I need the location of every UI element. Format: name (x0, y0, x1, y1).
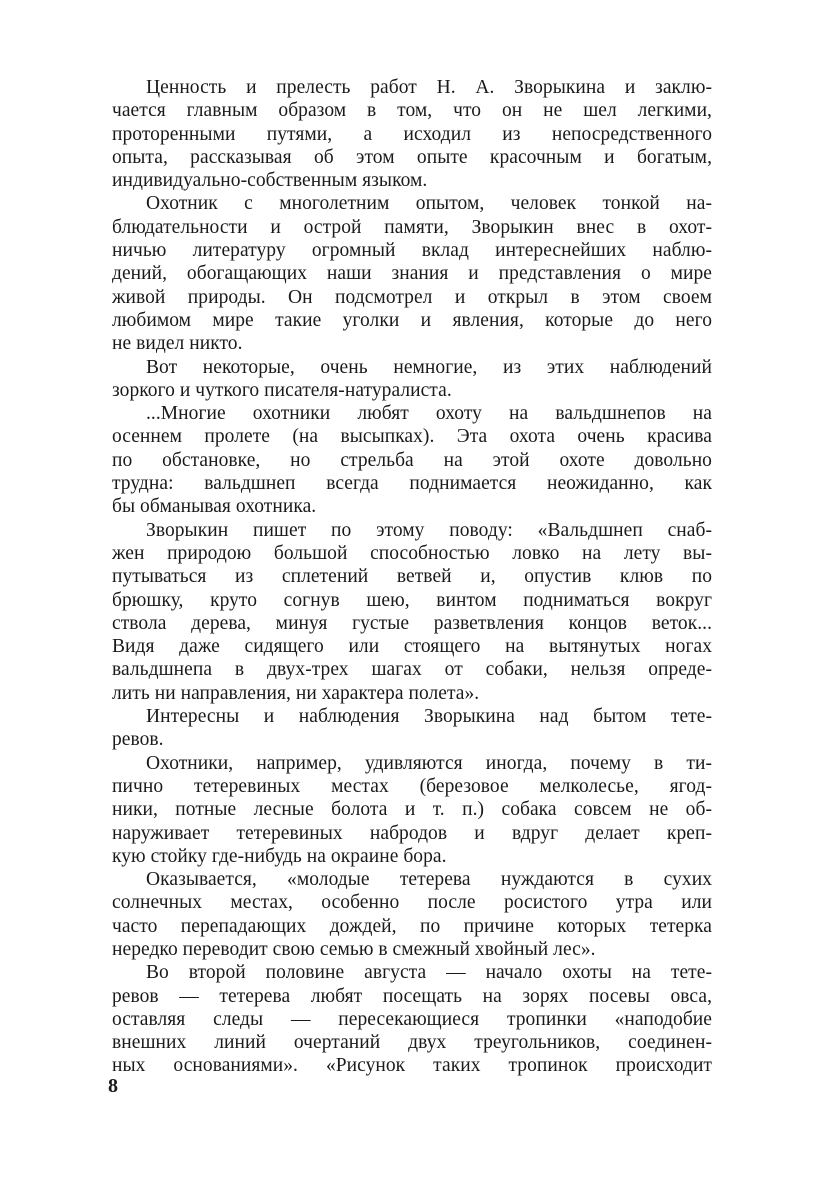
text-line: путываться из сплетений ветвей и, опустив клюв по (112, 566, 712, 588)
text-line: ревов — тетерева любят посещать на зорях посевы овса, (112, 985, 712, 1007)
text-line: индивидуально-собственным языком. (112, 170, 428, 192)
text-line: Вот некоторые, очень немногие, из этих наблюдений (146, 356, 712, 378)
text-line: нередко переводит свою семью в смежный хвойный лес». (112, 938, 596, 960)
text-line: Охотник с многолетним опытом, человек тонкой на- (146, 193, 712, 215)
text-line: Интересны и наблюдения Зворыкина над бытом тете- (146, 706, 712, 728)
text-line: проторенными путями, а исходил из непосредственного (112, 123, 712, 145)
text-line: по обстановке, но стрельба на этой охоте довольно (112, 449, 712, 471)
page-number: 8 (108, 1075, 118, 1097)
text-line: часто перепадающих дождей, по причине которых тетерка (112, 915, 712, 937)
text-line: наруживает тетеревиных набродов и вдруг делает креп- (112, 822, 712, 844)
text-line: ...Многие охотники любят охоту на вальдшнепов на (146, 403, 712, 425)
text-line: оставляя следы — пересекающиеся тропинки «наподобие (112, 1008, 712, 1030)
text-line: ревов. (112, 729, 164, 751)
text-line: живой природы. Он подсмотрел и открыл в этом своем (112, 286, 712, 308)
text-line: ники, потные лесные болота и т. п.) собака совсем не об- (112, 799, 712, 821)
text-line: вальдшнепа в двух-трех шагах от собаки, нельзя опреде- (112, 659, 712, 681)
text-line: ствола дерева, минуя густые разветвления концов веток... (112, 612, 712, 634)
text-line: любимом мире такие уголки и явления, которые до него (112, 309, 712, 331)
text-line: пично тетеревиных местах (березовое мелколесье, ягод- (112, 775, 712, 797)
body-text (112, 76, 712, 1078)
text-line: чается главным образом в том, что он не шел легкими, (112, 100, 712, 122)
text-line: Ценность и прелесть работ Н. А. Зворыкина и заклю- (146, 77, 712, 98)
text-line: Оказывается, «молодые тетерева нуждаются в сухих (146, 869, 712, 891)
text-line: бы обманывая охотника. (112, 496, 317, 518)
text-line: опыта, рассказывая об этом опыте красочным и богатым, (112, 146, 712, 168)
text-line: трудна: вальдшнеп всегда поднимается неожиданно, как (112, 473, 712, 495)
text-line: Во второй половине августа — начало охоты на тете- (146, 962, 712, 984)
text-line: не видел никто. (112, 333, 243, 355)
text-line: Видя даже сидящего или стоящего на вытянутых ногах (112, 636, 712, 658)
text-line: лить ни направления, ни характера полета». (112, 682, 480, 704)
text-line: ных основаниями». «Рисунок таких тропинок происходит (112, 1055, 712, 1077)
text-line: осеннем пролете (на высыпках). Эта охота очень красива (112, 426, 712, 448)
text-line: кую стойку где-нибудь на окраине бора. (112, 845, 447, 867)
text-line: жен природою большой способностью ловко на лету вы- (112, 542, 712, 564)
text-line: дений, обогащающих наши знания и представления о мире (112, 263, 712, 285)
text-line: блюдательности и острой памяти, Зворыкин внес в охот- (112, 216, 712, 238)
text-line: солнечных местах, особенно после росистого утра или (112, 892, 712, 914)
text-line: брюшку, круто согнув шею, винтом подниматься вокруг (112, 589, 712, 611)
text-line: зоркого и чуткого писателя-натуралиста. (112, 379, 452, 401)
text-line: ничью литературу огромный вклад интереснейших наблю- (112, 240, 712, 262)
text-line: Охотники, например, удивляются иногда, почему в ти- (146, 752, 712, 774)
text-line: внешних линий очертаний двух треугольников, соединен- (112, 1032, 712, 1054)
text-line: Зворыкин пишет по этому поводу: «Вальдшнеп снаб- (146, 519, 712, 541)
